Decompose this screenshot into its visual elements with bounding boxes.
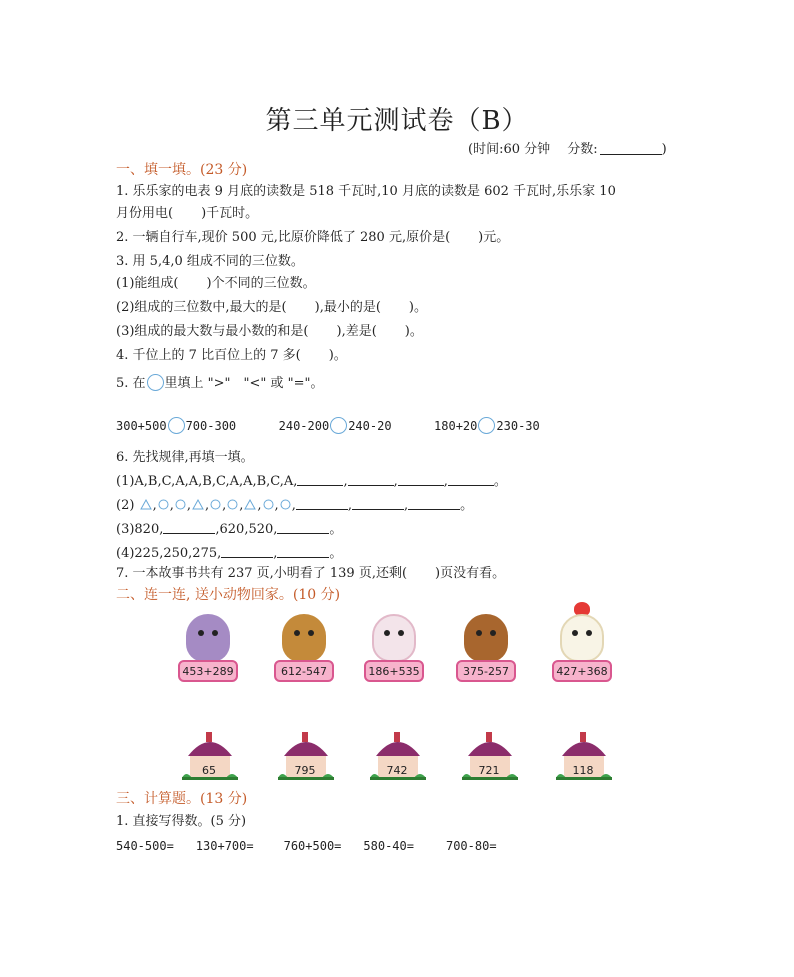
animal-cow[interactable] (272, 608, 336, 690)
q2-text-post: )元。 (478, 230, 510, 245)
q6-2-line: (2) , , , , , , , , , , , 。 (116, 498, 474, 513)
q5-item-2 (279, 419, 392, 433)
q6-4-blank-1[interactable] (221, 545, 273, 558)
calc-item-3: 760+500= (283, 839, 342, 853)
eye-icon (586, 630, 592, 636)
score-blank[interactable] (600, 142, 662, 155)
q3-3-line (116, 322, 423, 342)
calc-item-2: 130+700= (195, 839, 254, 853)
q6-1-line (116, 472, 507, 492)
q4-text-pre: 4. 千位上的 7 比百位上的 7 多( (116, 348, 301, 363)
triangle-icon (244, 499, 256, 510)
house-number-2: 795 (294, 764, 316, 777)
q2-line (116, 228, 509, 248)
cow-icon (282, 614, 326, 662)
comma: , (393, 474, 398, 489)
animal-expr-3: 186+535 (364, 660, 424, 682)
q6-2-blank-3[interactable] (408, 497, 460, 510)
q6-2-blank-1[interactable] (296, 497, 348, 510)
q3-3-text-pre: (3)组成的最大数与最小数的和是( (116, 324, 309, 339)
comma: , (443, 474, 448, 489)
comma: , (403, 498, 409, 513)
q7-text-pre: 7. 一本故事书共有 237 页,小明看了 139 页,还剩( (116, 566, 408, 581)
sheep-icon (372, 614, 416, 662)
animal-expr-5: 427+368 (552, 660, 612, 682)
section2-heading: 二、连一连, 送小动物回家。(10 分) (116, 587, 341, 603)
q6-4-blank-2[interactable] (277, 545, 329, 558)
q6-1-blank-2[interactable] (348, 473, 394, 486)
house-row (180, 726, 620, 786)
calc-item-1: 540-500= (116, 839, 174, 853)
q6-1-blank-3[interactable] (398, 473, 444, 486)
q3-2-text-mid: ),最小的是( (314, 300, 381, 315)
q6-2-label: (2) (116, 498, 135, 513)
q5-text-pre: 5. 在 (116, 376, 146, 391)
q2-text-pre: 2. 一辆自行车,现价 500 元,比原价降低了 280 元,原价是( (116, 230, 451, 245)
q3-1-text-pre: (1)能组成( (116, 276, 179, 291)
q3-line: 3. 用 5,4,0 组成不同的三位数。 (116, 254, 304, 269)
eye-icon (198, 630, 204, 636)
q5-line (116, 374, 324, 394)
eye-icon (490, 630, 496, 636)
time-score-label: (时间:60 分钟 分数: (468, 142, 598, 157)
monkey-icon (464, 614, 508, 662)
calc-items (116, 836, 497, 856)
animal-expr-2: 612-547 (274, 660, 334, 682)
circle-icon (280, 499, 291, 510)
q5-item-3-left: 180+20 (434, 419, 478, 433)
q6-2-blank-2[interactable] (352, 497, 404, 510)
circle-icon (210, 499, 221, 510)
eye-icon (308, 630, 314, 636)
q6-3-blank-2[interactable] (277, 521, 329, 534)
q7-line (116, 564, 505, 584)
animal-sheep[interactable] (362, 608, 426, 690)
q6-4-line (116, 544, 342, 564)
q5-item-2-right: 240-20 (348, 419, 392, 433)
house-4[interactable] (460, 726, 520, 782)
house-number-3: 742 (386, 764, 408, 777)
q3-3-text-post: )。 (404, 324, 423, 339)
section1-heading: 一、填一填。(23 分) (116, 162, 248, 178)
q1-text-pre: 月份用电( (116, 206, 174, 221)
q5-item-1-left: 300+500 (116, 419, 167, 433)
animal-expr-1: 453+289 (178, 660, 238, 682)
house-2[interactable] (276, 726, 336, 782)
q6-1-blank-1[interactable] (297, 473, 343, 486)
q6-4-pre: (4)225,250,275, (116, 546, 222, 561)
chicken-icon (560, 614, 604, 662)
eye-icon (572, 630, 578, 636)
q7-text-post: )页没有看。 (435, 566, 506, 581)
q3-1-line (116, 274, 316, 294)
eye-icon (212, 630, 218, 636)
comma: , (347, 498, 352, 513)
period: 。 (493, 474, 507, 489)
house-3[interactable] (368, 726, 428, 782)
q5-item-3 (434, 419, 540, 433)
circle-icon (158, 499, 169, 510)
period: 。 (329, 522, 343, 537)
triangle-icon (140, 499, 152, 510)
q3-2-text-pre: (2)组成的三位数中,最大的是( (116, 300, 287, 315)
page-title: 第三单元测试卷（B） (265, 106, 529, 136)
q1-text-post: )千瓦时。 (201, 206, 259, 221)
comma: , (273, 546, 278, 561)
animal-mouse[interactable] (176, 608, 240, 690)
q5-item-3-right: 230-30 (496, 419, 540, 433)
section3-heading: 三、计算题。(13 分) (116, 791, 248, 807)
q5-item-3-circle[interactable] (478, 417, 495, 434)
time-score-close: ) (661, 142, 667, 157)
period: 。 (460, 498, 474, 513)
q5-items (116, 416, 540, 436)
q5-item-1-circle[interactable] (168, 417, 185, 434)
q3-2-text-post: )。 (408, 300, 427, 315)
q4-line (116, 346, 347, 366)
eye-icon (384, 630, 390, 636)
house-1[interactable] (180, 726, 240, 782)
q5-text-post: 里填上 ">" "<" 或 "="。 (164, 376, 324, 391)
house-number-4: 721 (478, 764, 500, 777)
eye-icon (398, 630, 404, 636)
comma: , (343, 474, 348, 489)
q3-3-text-mid: ),差是( (336, 324, 377, 339)
q6-3-mid: ,620,520, (215, 522, 278, 537)
circle-icon (263, 499, 274, 510)
time-score-line (468, 138, 667, 157)
q6-1-blank-4[interactable] (448, 473, 494, 486)
calc-q1-line: 1. 直接写得数。(5 分) (116, 814, 247, 829)
triangle-icon (192, 499, 204, 510)
period: 。 (329, 546, 343, 561)
q5-item-2-circle[interactable] (330, 417, 347, 434)
mouse-icon (186, 614, 230, 662)
calc-item-4: 580-40= (363, 839, 414, 853)
house-number-5: 118 (572, 764, 594, 777)
q5-item-1-right: 700-300 (185, 419, 237, 433)
q3-1-text-post: )个不同的三位数。 (206, 276, 316, 291)
house-number-1: 65 (202, 764, 216, 777)
circle-icon (227, 499, 238, 510)
q1-line1: 1. 乐乐家的电表 9 月底的读数是 518 千瓦时,10 月底的读数是 602 千瓦时,乐乐家 10 (116, 184, 616, 199)
circle-icon (175, 499, 186, 510)
q6-3-blank-1[interactable] (163, 521, 215, 534)
house-5[interactable] (554, 726, 614, 782)
eye-icon (476, 630, 482, 636)
q5-item-2-left: 240-200 (278, 419, 330, 433)
animal-row (176, 608, 616, 698)
animal-chicken[interactable] (550, 608, 614, 690)
q6-line: 6. 先找规律,再填一填。 (116, 450, 254, 465)
animal-monkey[interactable] (454, 608, 518, 690)
q6-1-seq: (1)A,B,C,A,A,B,C,A,A,B,C,A, (116, 474, 298, 489)
animal-expr-4: 375-257 (456, 660, 516, 682)
q6-3-pre: (3)820, (116, 522, 164, 537)
q5-item-1 (116, 419, 236, 433)
calc-item-5: 700-80= (445, 839, 497, 853)
q1-line2 (116, 204, 258, 224)
eye-icon (294, 630, 300, 636)
q4-text-post: )。 (328, 348, 347, 363)
q3-2-line (116, 298, 427, 318)
compare-circle-icon (147, 374, 164, 391)
q6-3-line (116, 520, 342, 540)
